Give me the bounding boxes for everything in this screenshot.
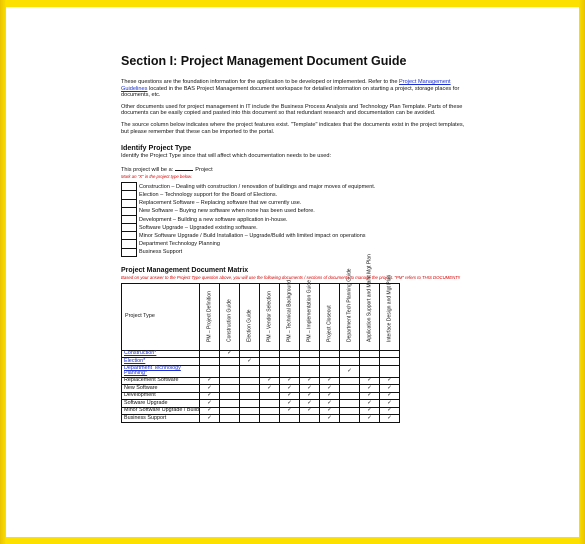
check-mark-icon: ✓ [380,377,400,385]
check-mark-icon: ✓ [280,392,300,400]
matrix-column-header [240,283,260,350]
matrix-cell-empty [280,365,300,377]
project-type-checkbox[interactable] [122,207,137,215]
project-line-suffix: Project [195,167,213,174]
project-type-row [122,191,376,199]
project-type-row [122,240,376,248]
project-type-row [122,199,376,207]
check-mark-icon: ✓ [300,407,320,415]
check-mark-icon: ✓ [300,392,320,400]
matrix-column-label: Election Guide [245,309,252,342]
matrix-cell-empty [340,415,360,423]
check-mark-icon: ✓ [280,407,300,415]
matrix-cell-empty [300,365,320,377]
identify-subtext: Identify the Project Type since that will affect which documentation needs to be used: [121,153,331,160]
matrix-cell-empty [260,365,280,377]
matrix-cell-empty [300,358,320,366]
matrix-row-link[interactable]: Election* [122,358,200,366]
project-type-checkbox[interactable] [122,224,137,232]
check-mark-icon: ✓ [200,407,220,415]
matrix-cell-empty [280,350,300,358]
matrix-cell-empty [280,358,300,366]
matrix-column-header [220,283,240,350]
matrix-column-header [380,274,400,350]
project-type-row [122,224,376,232]
check-mark-icon: ✓ [340,365,360,377]
matrix-column-header [300,279,320,350]
check-mark-icon: ✓ [280,385,300,393]
matrix-cell-empty [220,385,240,393]
matrix-cell-empty [260,415,280,423]
matrix-cell-empty [200,358,220,366]
document-content [121,54,466,423]
matrix-cell-empty [200,365,220,377]
matrix-row [122,377,400,385]
matrix-heading: Project Management Document Matrix [121,266,249,274]
check-mark-icon: ✓ [200,385,220,393]
project-type-checklist [121,182,376,257]
matrix-cell-empty [240,407,260,415]
matrix-cell-empty [380,358,400,366]
matrix-cell-empty [360,350,380,358]
project-type-label: Software Upgrade – Upgraded existing software. [139,224,258,231]
matrix-cell-empty [240,365,260,377]
matrix-column-header [260,283,280,350]
check-mark-icon: ✓ [380,392,400,400]
matrix-cell-empty [340,392,360,400]
matrix-row-label: New Software [122,385,200,393]
check-mark-icon: ✓ [360,385,380,393]
matrix-cell-empty [320,350,340,358]
matrix-corner-header: Project Type [122,283,200,350]
check-mark-icon: ✓ [360,392,380,400]
matrix-column-label: Department Tech Planning Guide [345,268,352,342]
matrix-column-label: Project Closeout [325,304,332,342]
check-mark-icon: ✓ [300,400,320,408]
project-type-label: Development – Building a new software application in-house. [139,216,288,223]
matrix-row-link[interactable]: Construction* [122,350,200,358]
matrix-column-label: Application Support and Maint Mgt Plan [365,253,372,342]
project-type-checkbox[interactable] [122,240,137,248]
matrix-row [122,415,400,423]
matrix-cell-empty [220,377,240,385]
check-mark-icon: ✓ [240,358,260,366]
matrix-row [122,365,400,377]
matrix-column-header [280,279,300,350]
check-mark-icon: ✓ [360,415,380,423]
check-mark-icon: ✓ [320,407,340,415]
matrix-cell-empty [220,407,240,415]
project-type-label: New Software – Buying new software when none has been used before. [139,208,315,215]
matrix-cell-empty [300,415,320,423]
matrix-row [122,407,400,415]
matrix-row-label: Minor Software Upgrade / Build [122,407,200,415]
intro-paragraph-2: Other documents used for project management in IT include the Business Process Analysis and Technology Plan Template. Parts of these documents can be easily copied and pasted into this document so that redundant research and documentation can be avoided. [121,103,463,117]
check-mark-icon: ✓ [380,407,400,415]
matrix-cell-empty [380,350,400,358]
matrix-cell-empty [240,415,260,423]
matrix-cell-empty [340,385,360,393]
matrix-cell-empty [340,407,360,415]
check-mark-icon: ✓ [360,407,380,415]
section-title: Section I: Project Management Document Guide [121,54,407,68]
matrix-cell-empty [240,400,260,408]
check-mark-icon: ✓ [200,377,220,385]
matrix-cell-empty [360,365,380,377]
check-mark-icon: ✓ [280,377,300,385]
check-mark-icon: ✓ [320,400,340,408]
check-mark-icon: ✓ [380,385,400,393]
check-mark-icon: ✓ [320,415,340,423]
project-type-blank[interactable] [175,170,193,171]
check-mark-icon: ✓ [320,385,340,393]
matrix-cell-empty [240,350,260,358]
check-mark-icon: ✓ [280,400,300,408]
pm-guidelines-link[interactable]: Project Management Guidelines [121,79,451,92]
project-type-label: Department Technology Planning [139,241,220,248]
matrix-cell-empty [320,358,340,366]
identify-heading: Identify Project Type [121,143,192,153]
project-type-checkbox[interactable] [122,248,137,256]
matrix-cell-empty [260,400,280,408]
check-mark-icon: ✓ [380,400,400,408]
matrix-cell-empty [240,392,260,400]
project-type-row [122,207,376,215]
project-type-checkbox[interactable] [122,199,137,207]
matrix-cell-empty [220,392,240,400]
matrix-row-label: Replacement Software [122,377,200,385]
check-mark-icon: ✓ [260,377,280,385]
check-mark-icon: ✓ [300,385,320,393]
project-type-label: Construction – Dealing with construction / renovation of buildings and major moves of equipment. [139,183,376,190]
matrix-cell-empty [220,400,240,408]
check-mark-icon: ✓ [380,415,400,423]
matrix-note: Based on your answer to the Project Type question above, you will use the following documents / sections of documents to manage the project. "PM" refers to THIS DOCUMENT!! [121,274,461,280]
project-type-checkbox[interactable] [122,215,137,223]
matrix-cell-empty [260,350,280,358]
project-type-row [122,215,376,223]
project-type-label: Minor Software Upgrade / Build Installation – Upgrade/Build with limited impact on operations [139,232,366,239]
matrix-row-label: Software Upgrade [122,400,200,408]
check-mark-icon: ✓ [320,377,340,385]
matrix-row-label: Development [122,392,200,400]
project-type-row [122,248,376,256]
matrix-row [122,400,400,408]
matrix-cell-empty [340,377,360,385]
project-type-label: Election – Technology support for the Board of Elections. [139,191,278,198]
matrix-row [122,385,400,393]
matrix-cell-empty [380,365,400,377]
matrix-row [122,392,400,400]
matrix-cell-empty [340,350,360,358]
matrix-cell-empty [360,358,380,366]
matrix-row [122,350,400,358]
matrix-cell-empty [240,377,260,385]
check-mark-icon: ✓ [360,400,380,408]
matrix-row-link[interactable]: Department Technology Planning* [122,365,200,377]
matrix-cell-empty [220,415,240,423]
mark-note: Mark an "X" in the project type below. [121,174,193,180]
project-type-row [122,183,376,191]
check-mark-icon: ✓ [360,377,380,385]
check-mark-icon: ✓ [220,350,240,358]
project-type-checkbox[interactable] [122,191,137,199]
matrix-cell-empty [200,350,220,358]
matrix-cell-empty [300,350,320,358]
intro-paragraph-3: The source column below indicates where the project features exist. "Template" indicates that the documents exist in the project templates, but please remember that these can be imported to the portal. [121,121,465,135]
matrix-column-label: PM – Vendor Selection [265,290,272,342]
check-mark-icon: ✓ [320,392,340,400]
check-mark-icon: ✓ [200,415,220,423]
check-mark-icon: ✓ [200,400,220,408]
project-line-label: This project will be a: [121,167,174,174]
matrix-cell-empty [220,358,240,366]
matrix-column-header [320,283,340,350]
matrix-cell-empty [260,407,280,415]
matrix-cell-empty [320,365,340,377]
intro-paragraph-1 [121,79,466,99]
check-mark-icon: ✓ [200,392,220,400]
matrix-column-label: PM – Technical Background [285,279,292,342]
matrix-column-label: Construction Guide [225,298,232,342]
project-type-line [121,167,466,174]
matrix-cell-empty [260,392,280,400]
project-type-label: Business Support [139,249,183,256]
matrix-row-label: Business Support [122,415,200,423]
matrix-column-header [360,253,380,350]
matrix-cell-empty [280,415,300,423]
matrix-cell-empty [260,358,280,366]
matrix-column-header [340,268,360,350]
matrix-column-label: PM – Implementation Guide [305,279,312,342]
matrix-column-header [200,283,220,350]
project-type-label: Replacement Software – Replacing software that we currently use. [139,200,302,207]
matrix-column-label: Interface Design and Mgt Plan [385,274,392,342]
check-mark-icon: ✓ [260,385,280,393]
matrix-column-label: PM – Project Definition [205,290,212,342]
check-mark-icon: ✓ [300,377,320,385]
project-type-checkbox[interactable] [122,183,137,191]
matrix-cell-empty [340,358,360,366]
matrix-cell-empty [220,365,240,377]
intro-text-a: These questions are the foundation information for the application to be developed or implemented. Refer to the [121,79,399,85]
intro-text-b: located in the BAS Project Management document workspace for detailed information on starting a project, storage places for documents, etc. [121,85,460,99]
project-type-checkbox[interactable] [122,232,137,240]
matrix-cell-empty [340,400,360,408]
matrix-cell-empty [240,385,260,393]
project-type-row [122,232,376,240]
